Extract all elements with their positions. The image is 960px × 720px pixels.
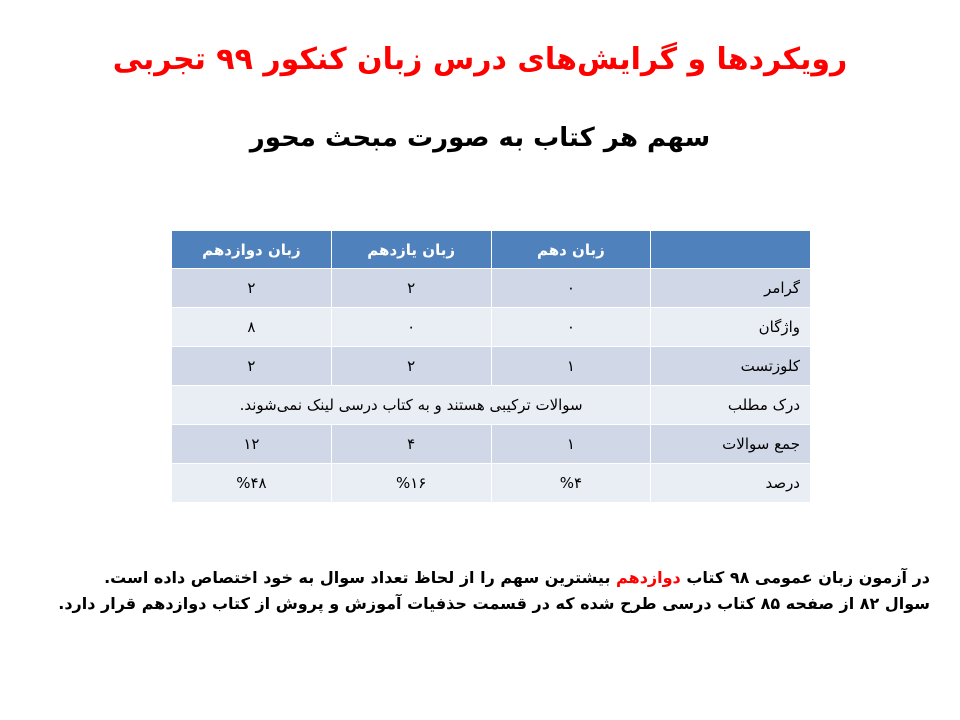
row-label-vocabulary: واژگان	[651, 308, 811, 347]
cell-value: ۲	[331, 347, 491, 386]
table-row	[172, 308, 811, 347]
cell-value: ۰	[491, 308, 651, 347]
row-label-total: جمع سوالات	[651, 425, 811, 464]
table-header-grade10: زبان دهم	[491, 231, 651, 269]
row-label-reading: درک مطلب	[651, 386, 811, 425]
table-row	[172, 425, 811, 464]
cell-value: %۱۶	[331, 464, 491, 503]
table-row	[172, 464, 811, 503]
cell-value: %۴۸	[172, 464, 332, 503]
slide-subtitle: سهم هر کتاب به صورت مبحث محور	[249, 123, 711, 153]
cell-value: ۱	[491, 347, 651, 386]
table-header-grade11: زبان یازدهم	[331, 231, 491, 269]
cell-value: ۱۲	[172, 425, 332, 464]
table-header-row	[172, 231, 811, 269]
cell-value: ۸	[172, 308, 332, 347]
cell-value: ۲	[331, 269, 491, 308]
row-label-grammar: گرامر	[651, 269, 811, 308]
footnote-text: در آزمون زبان عمومی ۹۸ کتاب	[680, 568, 930, 587]
cell-value: ۲	[172, 347, 332, 386]
footnote	[30, 565, 930, 617]
table-header-corner	[651, 231, 811, 269]
book-share-table	[171, 230, 811, 503]
cell-value: ۲	[172, 269, 332, 308]
footnote-line-2: سوال ۸۲ از صفحه ۸۵ کتاب درسی طرح شده که در قسمت حذفیات آموزش و پروش از کتاب دوازدهم قرار دارد.	[58, 594, 930, 613]
cell-value: ۰	[491, 269, 651, 308]
row-label-cloze-test: کلوزتست	[651, 347, 811, 386]
cell-value: ۴	[331, 425, 491, 464]
cell-value: ۱	[491, 425, 651, 464]
cell-value: ۰	[331, 308, 491, 347]
table-row	[172, 269, 811, 308]
table-row	[172, 386, 811, 425]
footnote-highlight: دوازدهم	[616, 568, 681, 587]
footnote-line-1	[30, 565, 930, 591]
table-header-grade12: زبان دوازدهم	[172, 231, 332, 269]
footnote-text: بیشترین سهم را از لحاظ تعداد سوال به خود اختصاص داده است.	[104, 568, 617, 587]
cell-value: %۴	[491, 464, 651, 503]
table-row	[172, 347, 811, 386]
row-label-percent: درصد	[651, 464, 811, 503]
merged-note-cell: سوالات ترکیبی هستند و به کتاب درسی لینک نمی‌شوند.	[172, 386, 651, 425]
slide-title: رویکردها و گرایش‌های درس زبان کنکور ۹۹ تجربی	[112, 42, 848, 77]
